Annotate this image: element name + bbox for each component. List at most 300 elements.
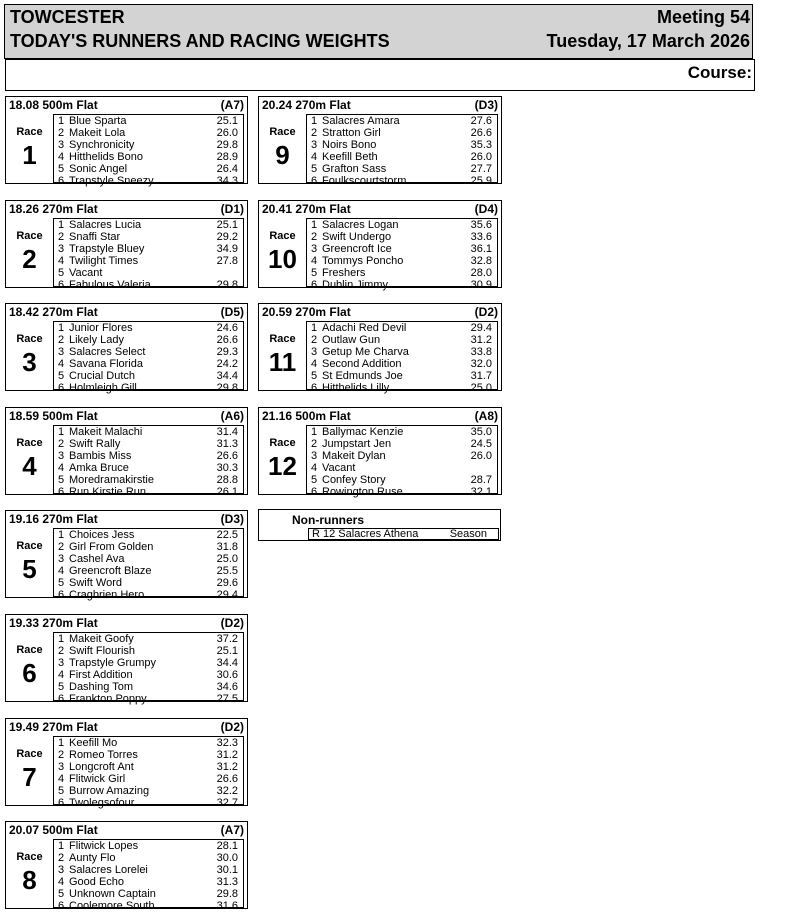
runner-weight: 26.6 (216, 449, 238, 462)
race-card (5, 510, 248, 602)
runner-weight: 29.8 (216, 139, 238, 151)
runner-weight: 29.6 (216, 577, 238, 590)
runner-weight: 28.7 (470, 473, 492, 486)
runner-weight: 31.4 (216, 425, 238, 438)
runner-weight: 30.0 (216, 852, 238, 865)
non-runners-entry (308, 528, 499, 540)
runner-row (307, 474, 497, 486)
runner-weight: 24.5 (470, 437, 492, 450)
runner-weight: 28.0 (470, 266, 492, 279)
runner-weight: 30.6 (216, 669, 238, 681)
runner-row (54, 219, 243, 231)
runner-row (54, 553, 243, 565)
race-card (258, 303, 502, 395)
runner-weight: 30.9 (470, 278, 492, 291)
trap-number: 4 (58, 772, 65, 785)
race-card (258, 200, 502, 291)
trap-number: 2 (58, 541, 65, 554)
trap-number: 3 (58, 553, 65, 566)
trap-number: 5 (311, 163, 318, 175)
race-word: Race (16, 333, 43, 346)
runner-weight: 29.4 (216, 589, 238, 602)
runner-row (54, 541, 243, 553)
race-title: 19.16 270m Flat (9, 512, 98, 527)
runner-row (307, 382, 497, 394)
trap-number: 6 (311, 485, 318, 498)
runner-row (54, 139, 243, 151)
runner-weight: 26.6 (216, 772, 238, 785)
runner-row (307, 163, 497, 175)
trap-number: 2 (58, 645, 65, 657)
trap-number: 1 (58, 529, 65, 542)
race-title: 20.41 270m Flat (262, 201, 351, 216)
runner-weight: 28.9 (216, 151, 238, 163)
runner-row (307, 438, 497, 450)
race-title: 18.42 270m Flat (9, 305, 98, 320)
runner-weight: 26.6 (470, 127, 492, 139)
runner-row (54, 322, 243, 334)
runner-weight: 24.6 (216, 322, 238, 335)
runner-row (54, 346, 243, 358)
runner-name: Salacres Amara (322, 115, 400, 127)
runner-row (307, 322, 497, 334)
runner-row (307, 486, 497, 498)
runner-weight: 33.8 (470, 346, 492, 359)
runner-weight: 28.8 (216, 473, 238, 486)
trap-number: 4 (58, 876, 65, 889)
trap-number: 3 (311, 242, 318, 255)
runner-weight: 32.7 (216, 796, 238, 809)
runner-list (53, 528, 244, 602)
trap-number: 6 (58, 900, 65, 913)
runner-weight: 32.0 (470, 358, 492, 371)
trap-number: 2 (58, 852, 65, 865)
runner-row (54, 681, 243, 693)
race-grade: (D5) (220, 305, 244, 320)
runner-row (54, 450, 243, 462)
venue-title: TOWCESTER (10, 7, 125, 27)
runner-list (53, 736, 244, 809)
race-number: 12 (268, 450, 297, 481)
trap-number: 6 (311, 175, 318, 187)
trap-number: 1 (58, 840, 65, 853)
runner-row (54, 334, 243, 346)
course-label: Course: (687, 63, 752, 82)
runner-weight: 29.4 (470, 322, 492, 335)
runner-name: Makeit Malachi (69, 425, 143, 438)
runner-row (54, 486, 243, 498)
non-runner-reason: Season (449, 528, 487, 540)
trap-number: 5 (58, 681, 65, 693)
runner-name: Confey Story (322, 473, 386, 486)
runner-weight: 30.1 (216, 864, 238, 877)
race-card (5, 718, 248, 809)
runner-weight: 35.3 (470, 139, 492, 151)
trap-number: 6 (311, 382, 318, 395)
runner-weight: 31.6 (216, 900, 238, 913)
runner-name: Flitwick Lopes (69, 840, 139, 853)
trap-number: 6 (58, 796, 65, 809)
runner-name: Hitthelids Bono (69, 151, 143, 163)
trap-number: 6 (311, 278, 318, 291)
runner-row (54, 565, 243, 577)
runner-name: Keefill Beth (322, 151, 378, 163)
race-number: 6 (22, 658, 37, 688)
runner-name: Freshers (322, 266, 366, 279)
race-grade: (A7) (220, 823, 244, 838)
runner-name: Aunty Flo (69, 852, 116, 865)
runner-weight: 25.9 (470, 175, 492, 187)
runner-name: Adachi Red Devil (322, 322, 407, 335)
trap-number: 1 (58, 425, 65, 438)
runner-name: Bambis Miss (69, 449, 132, 462)
runner-weight: 27.8 (216, 254, 238, 267)
runner-name: Rowington Ruse (322, 485, 403, 498)
race-word: Race (16, 229, 43, 242)
runner-name: Makeit Dylan (322, 449, 386, 462)
trap-number: 5 (58, 784, 65, 797)
runner-weight: 35.6 (470, 218, 492, 231)
runner-name: Greencroft Ice (322, 242, 392, 255)
runner-weight: 26.1 (216, 485, 238, 498)
trap-number: 5 (58, 577, 65, 590)
trap-number: 4 (58, 669, 65, 681)
trap-number: 1 (58, 218, 65, 231)
runner-list (53, 839, 244, 913)
runner-list (306, 218, 498, 291)
runner-name: Good Echo (69, 876, 125, 889)
race-number: 10 (268, 243, 297, 274)
runner-name: Hitthelids Lilly (322, 382, 390, 395)
runner-weight: 34.4 (216, 370, 238, 383)
race-title: 20.07 500m Flat (9, 823, 98, 838)
trap-number: 1 (311, 218, 318, 231)
trap-number: 5 (58, 266, 65, 279)
runner-row (54, 657, 243, 669)
runner-name: Greencroft Blaze (69, 565, 152, 578)
runner-name: First Addition (69, 669, 133, 681)
race-number: 4 (22, 450, 37, 481)
runner-row (54, 876, 243, 888)
runner-name: Keefill Mo (69, 736, 118, 749)
runner-name: Foulkscourtstorm (322, 175, 407, 187)
runner-row (307, 346, 497, 358)
runner-name: Trapstyle Grumpy (69, 657, 157, 669)
runner-weight: 27.7 (470, 163, 492, 175)
runner-name: Noirs Bono (322, 139, 377, 151)
trap-number: 2 (311, 334, 318, 347)
runner-weight: 31.2 (216, 748, 238, 761)
race-label (6, 633, 53, 701)
runner-weight: 31.3 (216, 876, 238, 889)
runner-row (54, 127, 243, 139)
race-word: Race (16, 436, 43, 449)
trap-number: 2 (58, 334, 65, 347)
race-word: Race (269, 436, 296, 449)
race-card (5, 200, 248, 291)
trap-number: 4 (58, 151, 65, 163)
runner-row (54, 474, 243, 486)
trap-number: 3 (58, 242, 65, 255)
runner-weight: 26.0 (470, 449, 492, 462)
runner-name: Dublin Jimmy (322, 278, 389, 291)
trap-number: 6 (58, 589, 65, 602)
runner-row (307, 127, 497, 139)
runner-name: Makeit Lola (69, 127, 126, 139)
runner-row (54, 151, 243, 163)
race-card (258, 407, 502, 498)
runner-weight: 34.4 (216, 657, 238, 669)
runner-weight: 26.4 (216, 163, 238, 175)
runner-row (54, 797, 243, 809)
runner-row (54, 358, 243, 370)
runner-weight: 25.0 (470, 382, 492, 395)
trap-number: 3 (58, 760, 65, 773)
race-grade: (A7) (220, 98, 244, 112)
race-word: Race (16, 540, 43, 553)
runner-name: Outlaw Gun (322, 334, 381, 347)
runner-name: Longcroft Ant (69, 760, 134, 773)
runner-row (54, 888, 243, 900)
runner-list (53, 218, 244, 291)
race-word: Race (269, 126, 296, 138)
runner-weight: 28.1 (216, 840, 238, 853)
race-title: 19.33 270m Flat (9, 616, 98, 630)
race-title: 21.16 500m Flat (262, 408, 351, 423)
race-label (6, 737, 53, 805)
runner-weight: 33.6 (470, 230, 492, 243)
runner-name: Moredramakirstie (69, 473, 154, 486)
trap-number: 4 (58, 565, 65, 578)
trap-number: 3 (58, 346, 65, 359)
trap-number: 1 (311, 115, 318, 127)
race-number: 2 (22, 243, 37, 274)
runner-weight: 22.5 (216, 529, 238, 542)
race-label (6, 840, 53, 908)
runner-weight: 29.8 (216, 278, 238, 291)
race-word: Race (269, 333, 296, 346)
runner-weight: 29.2 (216, 230, 238, 243)
trap-number: 5 (58, 888, 65, 901)
trap-number: 4 (311, 254, 318, 267)
runner-row (54, 175, 243, 187)
race-number: 1 (22, 140, 37, 170)
runner-name: Salacres Lucia (69, 218, 142, 231)
runner-name: Salacres Logan (322, 218, 399, 231)
runner-list (53, 114, 244, 187)
runner-row (307, 139, 497, 151)
runner-weight: 37.2 (216, 633, 238, 645)
trap-number: 5 (58, 163, 65, 175)
course-bar (5, 59, 755, 91)
runner-row (54, 749, 243, 761)
page-header (4, 4, 753, 59)
race-card (5, 821, 248, 913)
race-label (6, 322, 53, 390)
meeting-number: Meeting 54 (656, 7, 750, 27)
runner-weight: 29.3 (216, 346, 238, 359)
runner-row (307, 231, 497, 243)
runner-name: Stratton Girl (322, 127, 381, 139)
runner-name: Second Addition (322, 358, 402, 371)
runner-name: Vacant (69, 266, 103, 279)
race-grade: (D4) (474, 201, 498, 216)
runner-row (54, 693, 243, 705)
trap-number: 4 (311, 358, 318, 371)
runner-weight: 31.2 (216, 760, 238, 773)
runner-weight: 34.3 (216, 175, 238, 187)
runner-name: Twilight Times (69, 254, 139, 267)
runner-row (54, 279, 243, 291)
trap-number: 1 (58, 736, 65, 749)
runner-name: Sonic Angel (69, 163, 128, 175)
trap-number: 1 (311, 322, 318, 335)
race-card (258, 96, 502, 187)
runner-weight: 24.2 (216, 358, 238, 371)
trap-number: 2 (58, 748, 65, 761)
trap-number: 5 (311, 370, 318, 383)
race-number: 5 (22, 554, 37, 585)
runner-weight: 26.0 (470, 151, 492, 163)
race-card (5, 303, 248, 395)
trap-number: 4 (58, 254, 65, 267)
runner-name: Swift Rally (69, 437, 121, 450)
race-grade: (D3) (474, 98, 498, 112)
race-title: 19.49 270m Flat (9, 719, 98, 734)
trap-number: 6 (58, 175, 65, 187)
trap-number: 3 (311, 346, 318, 359)
race-grade: (D1) (220, 201, 244, 216)
runner-name: Twolegsofour (69, 796, 135, 809)
runner-name: Choices Jess (69, 529, 135, 542)
runner-name: Coolemore South (69, 900, 155, 913)
race-grade: (A8) (474, 408, 498, 423)
trap-number: 6 (58, 485, 65, 498)
trap-number: 2 (58, 437, 65, 450)
runner-row (54, 669, 243, 681)
runner-row (54, 231, 243, 243)
trap-number: 4 (311, 151, 318, 163)
race-number: 7 (22, 761, 37, 792)
runner-weight: 34.6 (216, 681, 238, 693)
runner-row (307, 115, 497, 127)
race-grade: (A6) (220, 408, 244, 423)
trap-number: 3 (58, 139, 65, 151)
race-title: 20.59 270m Flat (262, 305, 351, 320)
runner-weight: 27.5 (216, 693, 238, 705)
trap-number: 6 (58, 382, 65, 395)
runner-weight: 25.1 (216, 218, 238, 231)
runner-row (54, 645, 243, 657)
non-runners-panel (258, 509, 501, 541)
runner-weight: 32.1 (470, 485, 492, 498)
runner-row (54, 426, 243, 438)
runner-weight: 32.2 (216, 784, 238, 797)
non-runners-title: Non-runners (292, 513, 364, 527)
trap-number: 3 (311, 139, 318, 151)
race-word: Race (269, 229, 296, 242)
runner-weight: 29.8 (216, 382, 238, 395)
race-card (5, 614, 248, 705)
trap-number: 1 (58, 633, 65, 645)
runner-weight: 26.6 (216, 334, 238, 347)
race-number: 9 (275, 140, 290, 170)
runner-weight: 25.5 (216, 565, 238, 578)
race-word: Race (16, 851, 43, 864)
runner-name: Vacant (322, 461, 356, 474)
non-runner-text: R 12 Salacres Athena (312, 528, 419, 540)
runner-weight: 31.7 (470, 370, 492, 383)
race-card (5, 96, 248, 187)
trap-number: 3 (58, 657, 65, 669)
runner-name: Swift Flourish (69, 645, 136, 657)
runner-name: Getup Me Charva (322, 346, 409, 359)
race-label (259, 322, 306, 390)
runner-name: Snaffi Star (69, 230, 121, 243)
runner-name: Salacres Lorelei (69, 864, 148, 877)
runner-row (54, 577, 243, 589)
runner-name: Frankton Poppy (69, 693, 147, 705)
runner-weight: 25.1 (216, 645, 238, 657)
trap-number: 4 (58, 461, 65, 474)
trap-number: 2 (311, 127, 318, 139)
runner-name: Jumpstart Jen (322, 437, 392, 450)
runner-name: Dashing Tom (69, 681, 133, 693)
runner-list (306, 425, 498, 498)
trap-number: 3 (58, 449, 65, 462)
runner-row (54, 163, 243, 175)
runner-row (54, 267, 243, 279)
runner-list (53, 425, 244, 498)
trap-number: 5 (58, 370, 65, 383)
runner-name: Cragbrien Hero (69, 589, 145, 602)
race-title: 18.26 270m Flat (9, 201, 98, 216)
runner-weight: 32.3 (216, 736, 238, 749)
runner-name: Cashel Ava (69, 553, 125, 566)
trap-number: 2 (58, 230, 65, 243)
runner-name: Holmleigh Gill (69, 382, 137, 395)
runner-row (54, 840, 243, 852)
runner-row (54, 370, 243, 382)
trap-number: 5 (311, 266, 318, 279)
race-grade: (D2) (220, 719, 244, 734)
trap-number: 5 (58, 473, 65, 486)
runner-list (306, 321, 498, 395)
trap-number: 1 (58, 322, 65, 335)
runner-name: Amka Bruce (69, 461, 129, 474)
runner-row (54, 852, 243, 864)
race-word: Race (16, 747, 43, 760)
runner-name: Swift Word (69, 577, 122, 590)
runner-row (307, 219, 497, 231)
runner-weight: 31.3 (216, 437, 238, 450)
trap-number: 6 (58, 693, 65, 705)
runner-row (54, 462, 243, 474)
runner-name: Ballymac Kenzie (322, 425, 404, 438)
runner-weight: 27.6 (470, 115, 492, 127)
trap-number: 1 (311, 425, 318, 438)
race-number: 11 (268, 347, 297, 378)
runner-row (307, 334, 497, 346)
runner-row (54, 115, 243, 127)
trap-number: 2 (58, 127, 65, 139)
race-title: 18.08 500m Flat (9, 98, 98, 112)
runner-name: Blue Sparta (69, 115, 127, 127)
runner-row (54, 589, 243, 601)
race-number: 8 (22, 865, 37, 896)
runner-list (53, 632, 244, 705)
runner-row (54, 785, 243, 797)
